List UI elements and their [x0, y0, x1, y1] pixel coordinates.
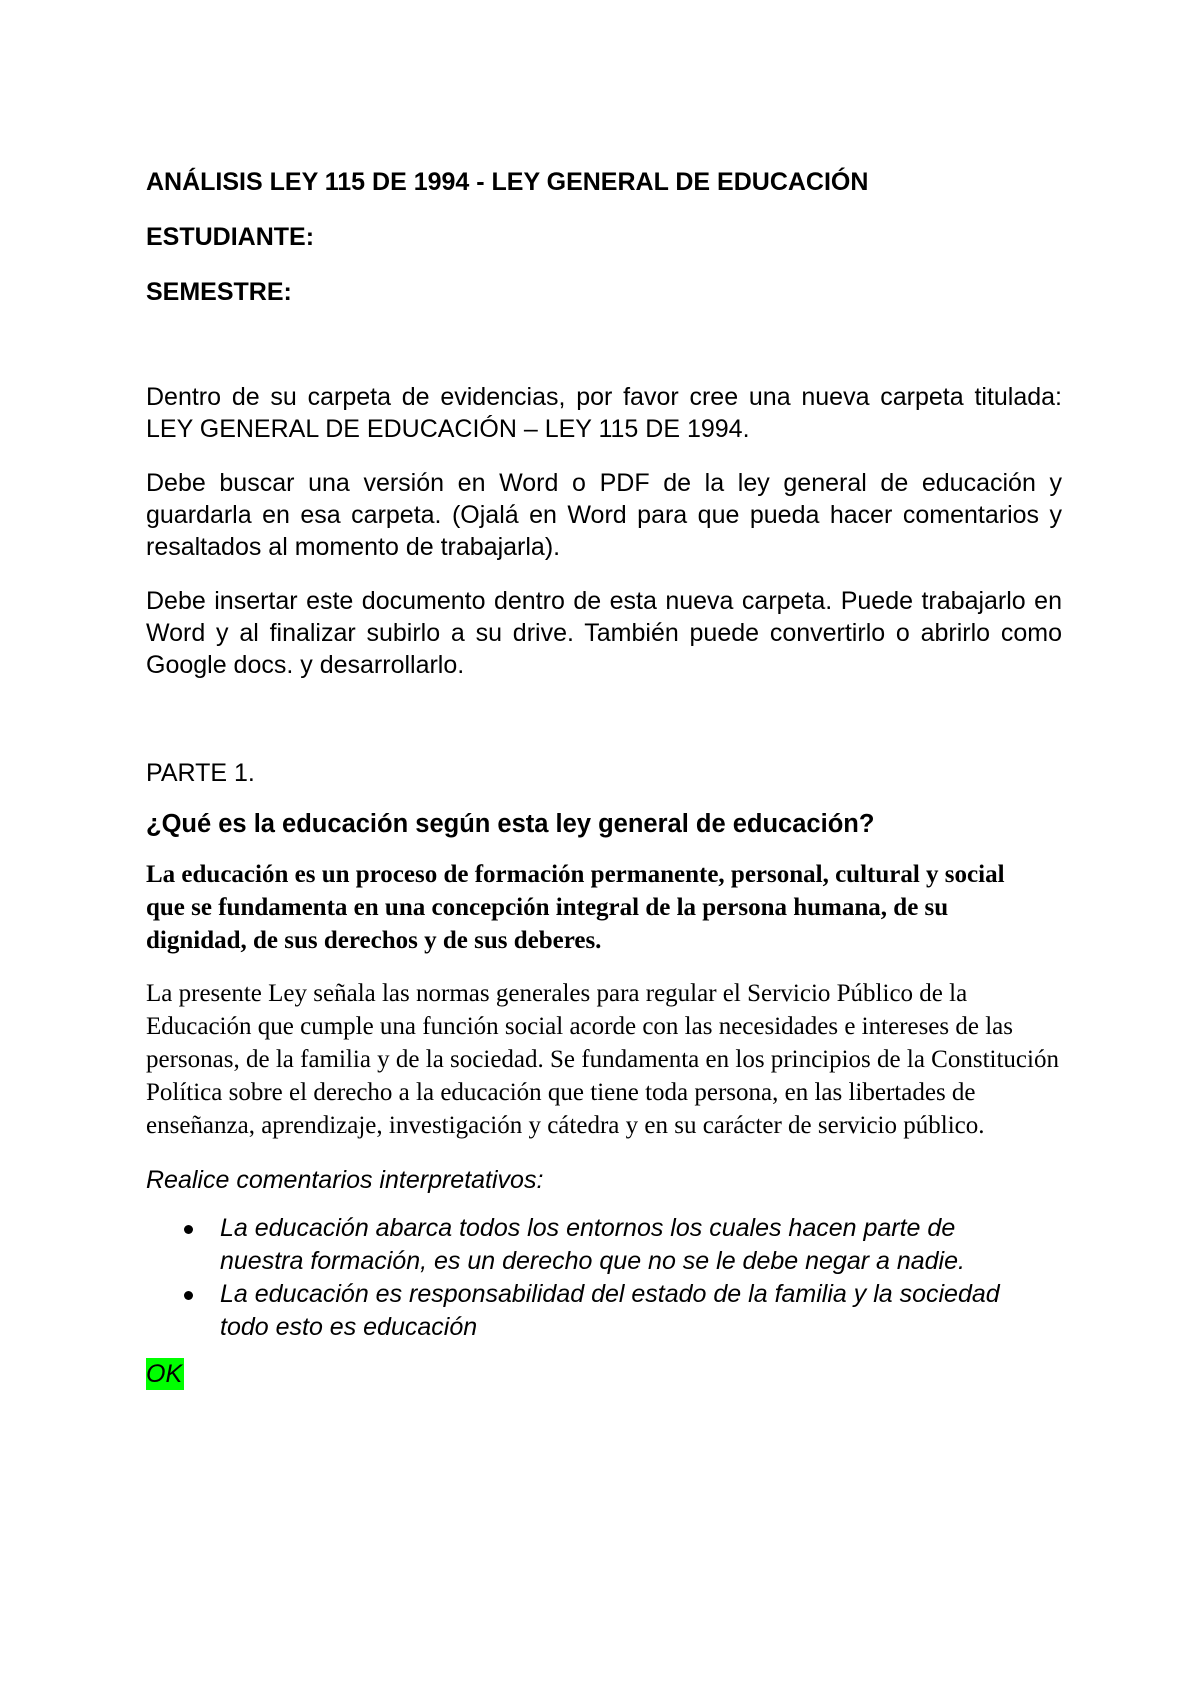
document-page [146, 166, 1062, 1390]
comments-prompt: Realice comentarios interpretativos: [146, 1166, 544, 1194]
spacer [146, 703, 1062, 757]
instruction-paragraph-3: Debe insertar este documento dentro de esta nueva carpeta. Puede trabajarlo en Word y al finalizar subirlo a su drive. También puede convertirlo o abrirlo como Google docs. y desarrollarlo. [146, 587, 1062, 679]
question-heading: ¿Qué es la educación según esta ley general de educación? [146, 810, 875, 838]
bullet-icon [184, 1225, 193, 1234]
law-text-paragraph: La presente Ley señala las normas generales para regular el Servicio Público de la Educación que cumple una función social acorde con las necesidades e intereses de las personas, de la familia y de la sociedad. Se fundamenta en los principios de la Constitución Política sobre el derecho a la educación que tiene toda persona, en las libertades de enseñanza, aprendizaje, investigación y cátedra y en su carácter de servicio público. [146, 980, 1059, 1139]
instruction-paragraph-1: Dentro de su carpeta de evidencias, por favor cree una nueva carpeta titulada: LEY GENERAL DE EDUCACIÓN – LEY 115 DE 1994. [146, 383, 1062, 443]
ok-highlight: OK [146, 1360, 183, 1388]
student-label: ESTUDIANTE: [146, 223, 315, 251]
list-item [146, 1212, 1000, 1278]
comment-text: La educación abarca todos los entornos los cuales hacen parte de nuestra formación, es un derecho que no se le debe negar a nadie. [220, 1214, 965, 1275]
semester-label: SEMESTRE: [146, 278, 292, 306]
bullet-icon [184, 1291, 193, 1300]
comments-list [146, 1212, 1062, 1344]
definition-paragraph: La educación es un proceso de formación permanente, personal, cultural y social que se fundamenta en una concepción integral de la persona humana, de su dignidad, de sus derechos y de sus deberes. [146, 861, 1005, 954]
list-item [146, 1278, 1000, 1344]
comment-text: La educación es responsabilidad del estado de la familia y la sociedad todo esto es educación [220, 1280, 1000, 1341]
spacer [146, 331, 1062, 381]
part-heading: PARTE 1. [146, 759, 255, 787]
document-title: ANÁLISIS LEY 115 DE 1994 - LEY GENERAL DE EDUCACIÓN [146, 168, 869, 196]
instruction-paragraph-2: Debe buscar una versión en Word o PDF de la ley general de educación y guardarla en esa carpeta. (Ojalá en Word para que pueda hacer comentarios y resaltados al momento de trabajarla). [146, 469, 1062, 561]
